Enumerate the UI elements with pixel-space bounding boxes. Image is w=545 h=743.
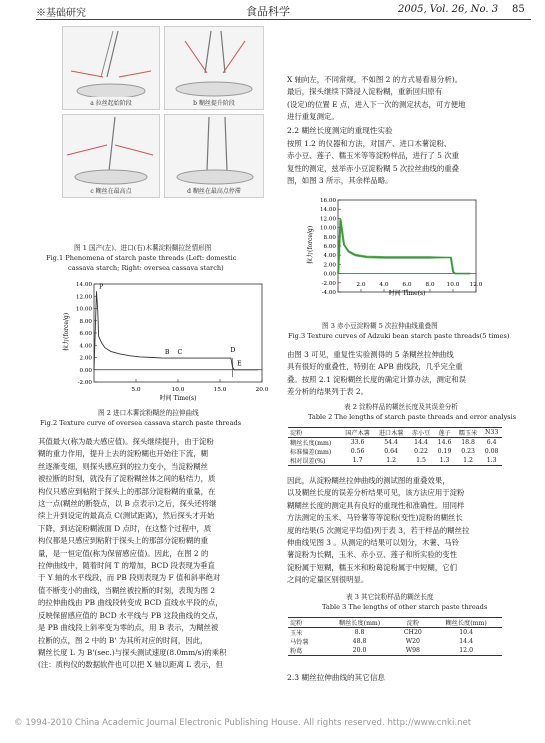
table2-cell: 14.4 [414, 439, 428, 446]
figure1-label-d: d 糊丝在最高点停滞 [187, 188, 241, 195]
section-2-2-title: 2.2 糊丝长度测定的重现性实验 [287, 126, 393, 135]
table3-cell: 粉葛 [290, 648, 303, 655]
left-body-line: 反映保留感应值的 BCD 水平线与 PB 这段曲线的交点， [38, 610, 223, 620]
point-label-d: D [230, 346, 236, 354]
left-body-line: 其值最大(称为最大感应值)。探头继续提升，由于淀粉 [38, 437, 214, 446]
after-table2-line: 之间的定量区别很明显。 [287, 575, 369, 585]
data-curve-run [339, 219, 471, 273]
left-body-line: 拉伸曲线中，随着时间 T 的增加，BCD 段表现为垂直 [38, 561, 215, 571]
section-2-2-line: 图，如图 3 所示，其余样品略。 [287, 176, 393, 186]
y-tick-label: 14.00 [75, 282, 92, 288]
left-body [38, 436, 270, 672]
y-tick-label: 8.00 [79, 318, 92, 325]
table2-header-cell: 赤小豆 [411, 430, 431, 437]
figure1-caption-cn: 图 1 国产(左)、进口(右)木薯淀粉糊拉丝情形图 [74, 244, 212, 252]
y-tick-label: 0.00 [323, 271, 336, 278]
figure1-label-c: c 糊丝在最高点 [90, 188, 132, 195]
left-body-line: 是 PB 曲线段上斜率变为零的点，用 B 表示，为糊丝被 [38, 623, 219, 633]
data-curve [94, 291, 258, 370]
figure3-caption-en: Fig.3 Texture curves of Adzuki bean starch paste threads(5 times) [288, 332, 510, 340]
figure2-caption-en: Fig.2 Texture curve of oversea cassava starch paste threads [40, 419, 242, 427]
left-body-line: 糊丝长度 L 为 B'(sec.)与探头测试速度(8.0mm/s)的乘积 [38, 647, 227, 657]
table-row [288, 646, 502, 656]
header-rule [36, 19, 531, 20]
table3-cell: 12.0 [459, 647, 474, 654]
point-label-e: E [237, 360, 242, 368]
table2-cell: 1.2 [463, 457, 473, 464]
point-label-p: P [98, 283, 104, 291]
table2-cell: 54.4 [384, 439, 398, 446]
y-tick-label: 12.00 [75, 294, 92, 301]
y-tick-label: 4.00 [79, 343, 92, 350]
table3-header-cell: 淀粉 [406, 620, 420, 627]
section-2-3-title: 2.3 糊丝拉伸曲线的其它信息 [287, 673, 386, 682]
table3-header-cell: 糊丝长度(mm) [445, 620, 487, 627]
table2-cell: 0.22 [414, 448, 428, 455]
y-tick-label: 14.00 [319, 207, 336, 214]
left-body-line: 于 Y 轴的水平线段，而 PB 段则表现为 F 值和斜率绝对 [38, 573, 221, 583]
x-tick-label: 12.0 [469, 282, 483, 288]
after-table2-line: 以及糊丝长度的误差分析结果可见，该方法应用于淀粉 [287, 488, 465, 498]
after-figure3-line: 差分析的结果列于表 2。 [287, 387, 368, 397]
after-table2-line: 糊糊丝长度的测定具有良好的重现性和准确性。用同样 [287, 500, 465, 510]
data-curve-run [338, 219, 470, 273]
left-body-line: 的拉伸曲线由 PB 曲线段转变成 BCD 直线水平段的点， [38, 598, 223, 608]
section-2-2-line: 赤小豆、莲子、糯玉米等等淀粉样品，进行了 5 次重 [287, 151, 459, 161]
y-tick-label: 16.00 [319, 198, 336, 204]
y-tick-label: 6.00 [323, 244, 336, 250]
right-top-line: 最后，探头继续下降浸入淀粉糊，重新回归原有 [287, 87, 443, 97]
table3-caption-cn: 表 3 其它淀粉样品的糊丝长度 [346, 593, 434, 601]
table3-cell: 10.4 [459, 629, 474, 636]
point-label-b: B [164, 348, 170, 356]
y-tick-label: -2.00 [77, 380, 92, 386]
left-body-line: 构仪只感应到粘附于探头上的那部分淀粉糊的重量，在 [38, 486, 216, 496]
figure1-photo-d [164, 114, 264, 198]
data-curve [338, 219, 470, 273]
table2 [288, 427, 502, 466]
running-head-left: ※基础研究 [36, 8, 86, 19]
table-row [288, 447, 502, 456]
figure1-photo-b [164, 26, 264, 110]
table2-header-cell: 国产木薯 [345, 430, 370, 437]
table3-cell: W98 [405, 647, 420, 654]
table2-cell: 相对误差(%) [290, 458, 326, 465]
table2-header-cell: 糯玉米 [458, 430, 478, 437]
table-row [288, 637, 502, 646]
table2-cell: 0.23 [461, 448, 475, 455]
left-body-line: 被拉断的时刻，就没有了淀粉糊丝体之间的粘结力，质 [38, 474, 216, 484]
x-tick-label: 20.0 [255, 387, 269, 393]
table3-cell: 14.4 [459, 638, 474, 645]
left-body-line: 量，是一恒定值(称为保留感应值)。因此，在图 2 的 [38, 548, 209, 558]
figure3-caption-cn: 图 3 赤小豆淀粉糊 5 次拉伸曲线重叠图 [322, 322, 438, 330]
y-tick-label: 4.00 [323, 253, 336, 260]
point-label-c: C [177, 348, 183, 356]
y-tick-label: 2.00 [79, 355, 92, 362]
left-body-line: 续上升到设定的最高点 C(测试距离)，然后探头才开始 [38, 511, 215, 521]
figure1-caption-en-1: Fig.1 Phenomena of starch paste threads (Left: domestic [46, 254, 237, 262]
y-tick-label: 10.00 [319, 225, 336, 232]
after-table2-line: 因此，从淀粉糊丝拉伸曲线的测试图的重叠效果， [287, 476, 450, 485]
left-body-line: 丝逐渐变细，则探头感应到的拉力变小，当淀粉糊丝 [38, 461, 208, 471]
y-tick-label: 10.00 [75, 306, 92, 313]
x-tick-label: 10.0 [446, 282, 460, 288]
table2-cell: 6.4 [486, 439, 497, 446]
table2-cell: 33.6 [350, 439, 365, 446]
figure1-label-a: a 拉丝起始阶段 [90, 100, 132, 107]
table3-cell: 8.8 [354, 629, 365, 636]
table-row [288, 628, 502, 638]
table2-header-cell: 进口木薯 [378, 430, 404, 437]
x-tick-label: 10.0 [171, 387, 185, 393]
y-tick-label: -4.00 [321, 290, 336, 296]
x-tick-label: 8.0 [425, 282, 435, 288]
figure1-photo-a [62, 26, 160, 110]
y-tick-label: 2.00 [323, 262, 336, 269]
table3-caption-en: Table 3 The lengths of other starch paste threads [322, 603, 488, 611]
after-table2-line: 淀粉属于短糊，糯玉米和粉葛淀粉属于中短糊，它们 [287, 562, 457, 572]
table3-cell: 20.0 [352, 647, 367, 654]
table2-cell: 1.3 [439, 457, 450, 464]
left-body-line: (注：质构仪的数据软件也可以把 X 轴以距离 L 表示，但 [38, 660, 224, 670]
figure1-caption-en-2: cassava starch; Right: oversea cassava starch) [68, 264, 224, 272]
table-row [288, 438, 502, 448]
left-body-line: 值不断变小的曲线，当糊丝被拉断的时刻，表现为图 2 [38, 585, 216, 595]
table2-caption-en: Table 2 The lengths of starch paste threads and error analysis [308, 413, 517, 421]
table2-cell: 1.3 [486, 457, 497, 464]
table2-header-cell: N33 [484, 429, 499, 436]
x-tick-label: 4.0 [379, 282, 389, 288]
y-tick-label: 12.00 [319, 216, 336, 223]
table3-cell: 玉米 [290, 630, 303, 637]
y-tick-label: 6.00 [79, 331, 92, 337]
right-top-text [287, 74, 503, 124]
left-body-line: 糊的重力作用，提升上去的淀粉糊也开始往下流，糊 [38, 449, 208, 459]
after-table2-line: 伸曲线见图 3 。从测定的结果可以划分，木薯、马铃 [287, 538, 459, 548]
plot-frame [338, 200, 476, 292]
volume-info: 2005, Vol. 26, No. 3 [398, 4, 499, 15]
table3-header-cell: 淀粉 [290, 620, 303, 627]
x-tick-label: 15.0 [213, 387, 227, 393]
y-axis-label: 拉力(force/g) [63, 312, 70, 351]
table2-cell: 1.5 [416, 457, 426, 464]
left-body-line: 下降，到达淀粉糊液面 D 点时，在这整个过程中，质 [38, 523, 212, 533]
figure1-label-b: b 糊丝提升阶段 [193, 100, 235, 107]
page-number: 85 [512, 4, 525, 15]
figure2-chart [50, 278, 272, 404]
x-tick-label: 2.0 [356, 282, 366, 288]
y-axis-label: 拉力(force/g) [307, 225, 314, 264]
figure3-chart [290, 196, 490, 318]
table2-header-cell: 莲子 [438, 430, 451, 437]
section-2-2-body [287, 138, 503, 188]
copyright-footer: © 1994-2010 China Academic Journal Electronic Publishing House. All rights reserved. http://www.cnki.net [14, 718, 472, 728]
table2-cell: 糊丝长度(mm) [290, 440, 332, 447]
table2-cell: 0.56 [350, 448, 365, 455]
x-tick-label: 6.0 [402, 282, 412, 288]
y-tick-label: 8.00 [323, 234, 336, 241]
after-table2-line: 方法测定的玉米、马铃薯等等淀粉(变性)淀粉的糊丝长 [287, 513, 463, 523]
after-table2-text [287, 475, 503, 587]
after-table2-line: 薯淀粉为长糊，玉米、赤小豆、莲子和所实验的变性 [287, 550, 457, 560]
journal-title: 食品科学 [246, 5, 290, 18]
table2-cell: 0.19 [437, 448, 452, 455]
table2-cell: 0.64 [384, 448, 398, 455]
table-row [288, 456, 502, 466]
after-figure3-line: 具有很好的重叠性，特别在 APB 曲线段，几乎完全重 [287, 362, 463, 372]
table3-cell: CH20 [403, 629, 422, 636]
data-curve-run [338, 219, 470, 273]
right-top-line: (设定)的位置 E 点，进入下一次的测定状态，可方便地 [287, 99, 466, 109]
section-2-2-line: 复性的测定，兹举赤小豆淀粉糊 5 次拉丝曲线的重叠 [287, 163, 459, 173]
table3-cell: W20 [405, 638, 420, 645]
figure1-photo-c [62, 114, 160, 198]
table3-cell: 48.8 [352, 638, 367, 645]
x-tick-label: 5.0 [131, 387, 141, 393]
table3-header-cell: 糊丝长度(mm) [338, 620, 381, 627]
x-axis-label: 时间 Time(s) [388, 290, 426, 297]
x-axis-label: 时间 Time(s) [159, 395, 197, 402]
table2-cell: 14.6 [437, 439, 452, 446]
left-body-line: 这一点(糊丝的断裂点，以 B 点表示)之后，探头还将继 [38, 499, 217, 509]
table3 [288, 617, 502, 656]
after-table2-line: 度的结果(5 次测定平均值)列于表 3，若干样品的糊丝拉 [287, 525, 470, 535]
left-body-line: 构仪都是只感应到粘附于探头上的那部分淀粉糊的重 [38, 536, 208, 546]
left-body-line: 拉断的点，图 2 中的 B' 为其所对应的时间，因此， [38, 635, 208, 645]
table2-cell: 标准偏差(mm) [290, 449, 332, 456]
table2-header-cell: 淀粉 [290, 430, 303, 437]
table2-cell: 1.7 [352, 457, 363, 464]
right-top-line: X 轴向左，不同常规，不如图 2 的方式易看易分析)。 [287, 75, 463, 84]
table3-cell: 马铃薯 [290, 639, 309, 646]
table2-cell: 1.2 [386, 457, 397, 464]
table2-cell: 18.8 [461, 439, 475, 446]
section-2-2-line: 按照 1.2 的仪器和方法，对国产、进口木薯淀粉、 [287, 139, 452, 148]
figure2-caption-cn: 图 2 进口木薯淀粉糊丝的拉伸曲线 [98, 409, 199, 417]
table2-cell: 0.08 [484, 448, 499, 455]
y-tick-label: -2.00 [321, 280, 336, 287]
after-figure3-line: 由图 3 可见，重复性实验测得的 5 条糊丝拉伸曲线 [287, 350, 454, 359]
after-figure3-text [287, 349, 503, 399]
table2-caption-cn: 表 2 淀粉样品的糊丝长度及其误差分析 [344, 403, 458, 411]
after-figure3-line: 叠。按照 2.1 淀粉糊丝长度的确定计算办法，测定和误 [287, 374, 467, 384]
right-top-line: 进行重复测定。 [287, 112, 339, 122]
y-tick-label: 0.00 [79, 367, 92, 374]
